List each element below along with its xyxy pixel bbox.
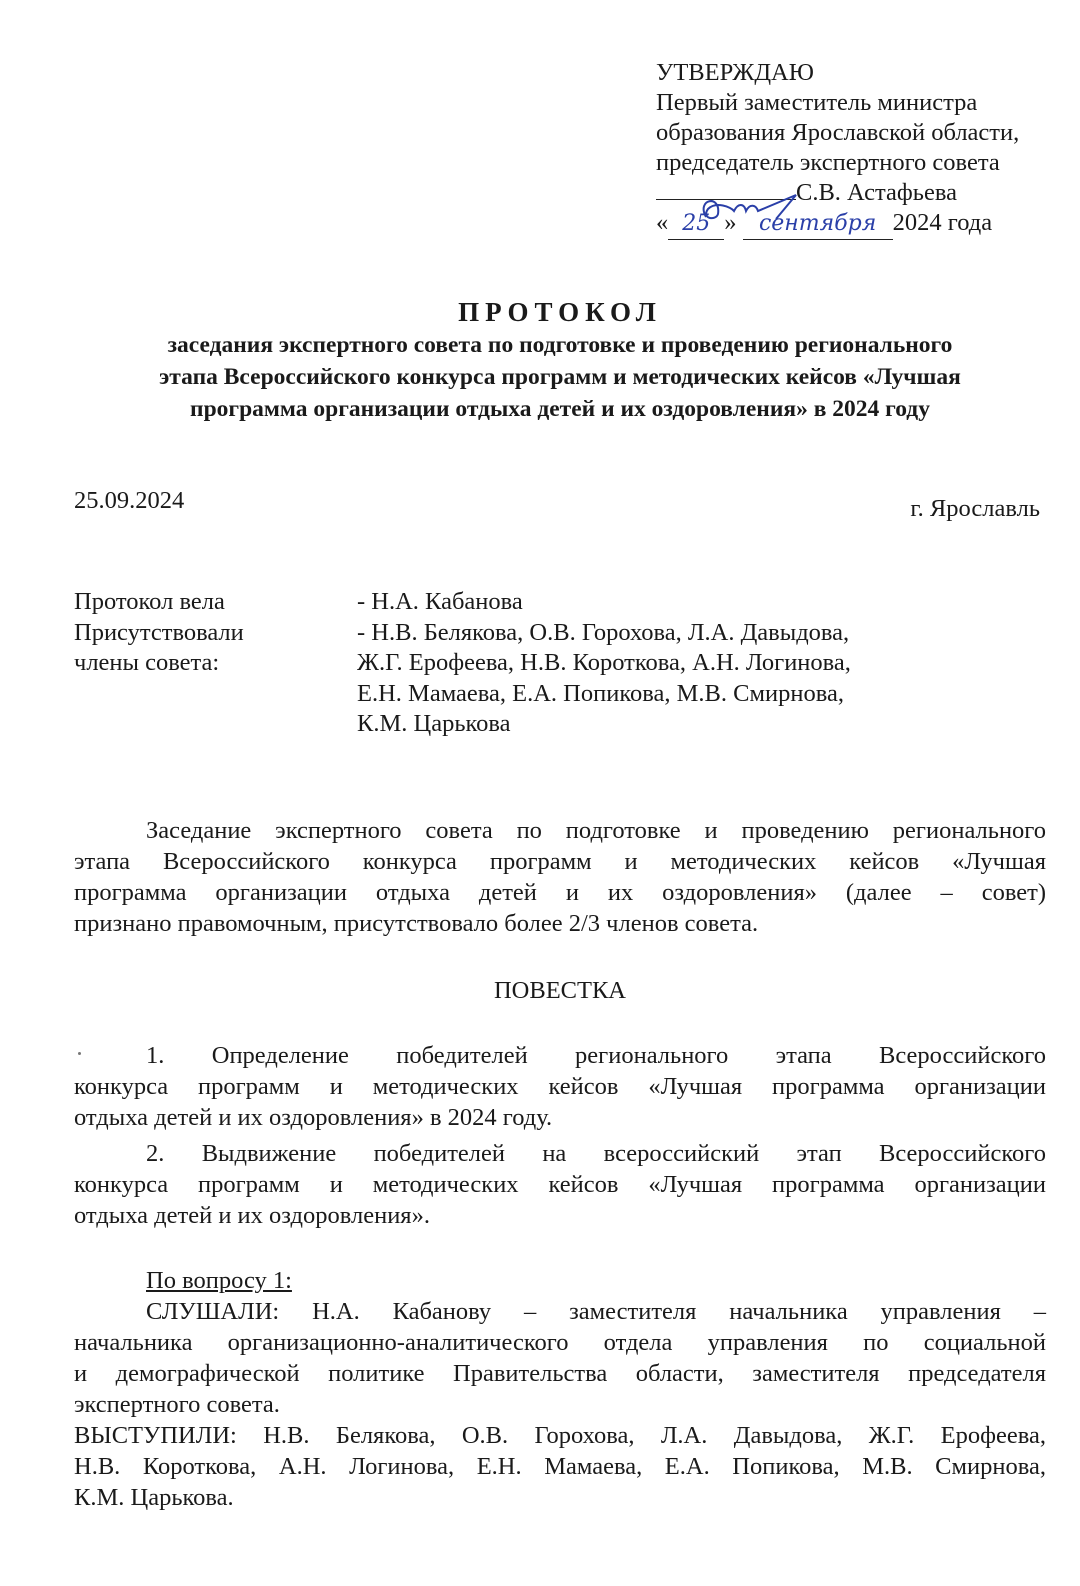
quote-close: » (724, 209, 737, 236)
paragraph-line: отдыха детей и их оздоровления» в 2024 году. (74, 1104, 553, 1131)
paragraph-line: признано правомочным, присутствовало более 2/3 членов совета. (74, 910, 759, 937)
quorum-paragraph (74, 815, 1046, 939)
agenda-item-1 (74, 1040, 1046, 1133)
attendance-value: - Н.В. Белякова, О.В. Горохова, Л.А. Давыдова, (357, 618, 850, 646)
handwritten-month: сентября (743, 209, 893, 240)
paragraph-line: 2. Выдвижение победителей на всероссийский этап Всероссийского (146, 1140, 1046, 1167)
paragraph-line: 1. Определение победителей регионального этапа Всероссийского (146, 1042, 1046, 1069)
spoke-line: ВЫСТУПИЛИ: Н.В. Белякова, О.В. Горохова, Л.А. Давыдова, Ж.Г. Ерофеева, (74, 1422, 1046, 1449)
paragraph-line: конкурса программ и методических кейсов «Лучшая программа организации (74, 1073, 1046, 1100)
attendance-label: Протокол вела (74, 588, 225, 615)
document-title: ПРОТОКОЛ (458, 297, 662, 327)
spoke-line: К.М. Царькова. (74, 1484, 234, 1511)
paragraph-line: конкурса программ и методических кейсов «Лучшая программа организации (74, 1171, 1046, 1198)
signatory-name: С.В. Астафьева (796, 179, 957, 206)
attendance-values (357, 587, 851, 740)
heard-line: экспертного совета. (74, 1391, 280, 1418)
attendance-value: Ж.Г. Ерофеева, Н.В. Короткова, А.Н. Логинова, (357, 649, 851, 676)
heard-line: СЛУШАЛИ: Н.А. Кабанову – заместителя начальника управления – (146, 1298, 1046, 1325)
paragraph-line: этапа Всероссийского конкурса программ и методических кейсов «Лучшая (74, 848, 1046, 875)
approval-heading: УТВЕРЖДАЮ (656, 59, 814, 86)
document-subtitle-line: заседания экспертного совета по подготовке и проведению регионального (167, 332, 953, 358)
handwritten-day: 25 (668, 209, 724, 240)
document-subtitle-line: этапа Всероссийского конкурса программ и методических кейсов «Лучшая (159, 364, 961, 390)
meeting-city: г. Ярославль (910, 495, 1040, 522)
paragraph-line: отдыха детей и их оздоровления». (74, 1202, 430, 1229)
signature-icon (676, 189, 806, 229)
attendance-value: Е.Н. Мамаева, Е.А. Попикова, М.В. Смирнова, (357, 679, 844, 707)
approval-position-line: образования Ярославской области, (656, 119, 1020, 146)
heard-line: начальника организационно-аналитического отдела управления по социальной (74, 1329, 1046, 1356)
attendance-label: Присутствовали (74, 618, 244, 646)
question-1-section (74, 1265, 1046, 1513)
approval-position-line: Первый заместитель министра (656, 89, 978, 116)
heard-line: и демографической политике Правительства области, заместителя председателя (74, 1360, 1046, 1387)
paragraph-line: Заседание экспертного совета по подготовке и проведению регионального (146, 817, 1046, 844)
document-subtitle-line: программа организации отдыха детей и их оздоровления» в 2024 году (190, 396, 930, 422)
paragraph-line: программа организации отдыха детей и их оздоровления» (далее – совет) (74, 879, 1046, 906)
question-1-heading: По вопросу 1: (146, 1267, 292, 1294)
spoke-line: Н.В. Короткова, А.Н. Логинова, Е.Н. Мамаева, Е.А. Попикова, М.В. Смирнова, (74, 1453, 1046, 1480)
signature-blank (656, 199, 796, 200)
agenda-heading: ПОВЕСТКА (493, 977, 627, 1004)
agenda-item-2 (74, 1138, 1046, 1231)
attendance-value: К.М. Царькова (357, 710, 511, 737)
signature-line (656, 178, 1019, 208)
attendance-label: члены совета: (74, 649, 220, 676)
meeting-date: 25.09.2024 (74, 487, 185, 514)
question-heading-line (74, 1265, 1046, 1296)
approval-block (656, 58, 1019, 240)
document-title-block (60, 295, 1060, 425)
quote-open: « (656, 209, 669, 236)
attendance-value: - Н.А. Кабанова (357, 588, 523, 615)
attendance-labels (74, 587, 244, 679)
approval-position-line: председатель экспертного совета (656, 149, 1000, 176)
approval-year: 2024 года (892, 209, 993, 236)
